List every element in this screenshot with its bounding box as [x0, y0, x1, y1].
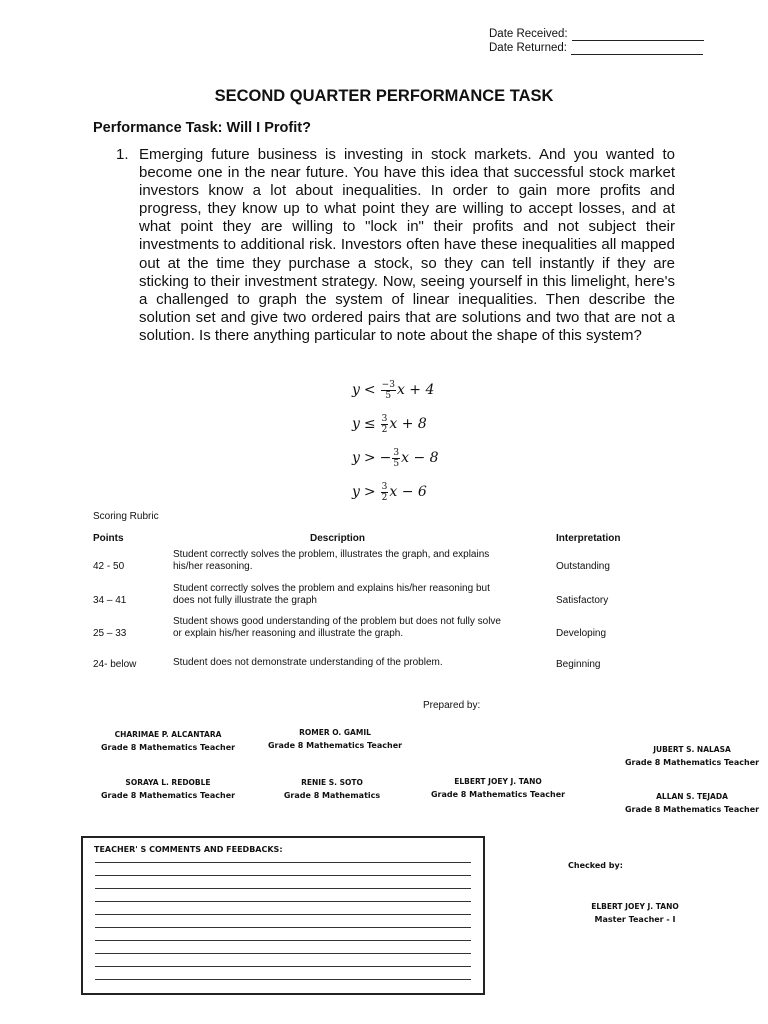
rubric-header-interpretation: Interpretation — [556, 533, 621, 544]
eq-tail: x − 8 — [401, 450, 439, 466]
eq-sign: − — [379, 450, 392, 466]
eq-tail: x − 6 — [389, 484, 427, 500]
eq-operator: < — [363, 382, 376, 398]
signatory-name: CHARIMAE P. ALCANTARA — [114, 730, 222, 739]
rubric-interpretation: Satisfactory — [556, 595, 609, 606]
eq-lhs: y — [352, 484, 360, 500]
comment-line[interactable] — [95, 914, 471, 915]
signatory-role: Grade 8 Mathematics — [283, 791, 381, 800]
signatory-role: Grade 8 Mathematics Teacher — [100, 743, 236, 752]
eq-denominator: 5 — [385, 390, 392, 401]
signatory-role: Grade 8 Mathematics Teacher — [100, 791, 236, 800]
eq-tail: x + 4 — [396, 382, 435, 398]
signatory-name: ELBERT JOEY J. TANO — [454, 777, 542, 786]
date-returned-row — [489, 41, 704, 55]
eq-denominator: 2 — [381, 424, 388, 435]
eq-fraction — [381, 414, 389, 435]
date-received-blank[interactable] — [572, 30, 704, 41]
eq-denominator: 2 — [381, 492, 388, 503]
rubric-description: Student shows good understanding of the problem but does not fully solve or explain his/her reasoning and illustrate the graph. — [173, 616, 501, 639]
rubric-interpretation: Outstanding — [556, 561, 610, 572]
eq-numerator: −3 — [381, 379, 395, 390]
question-number: 1. — [116, 146, 129, 163]
eq-operator: ≤ — [363, 416, 376, 432]
checker-role: Master Teacher - I — [594, 915, 676, 924]
signatory-role: Grade 8 Mathematics Teacher — [624, 758, 760, 767]
checked-by-label: Checked by: — [568, 861, 623, 870]
signatory-name: SORAYA L. REDOBLE — [125, 778, 211, 787]
comments-box[interactable] — [81, 836, 485, 995]
signatory-block — [88, 728, 248, 754]
signatory-block — [418, 775, 578, 801]
prepared-by-label: Prepared by: — [423, 700, 481, 711]
comment-line[interactable] — [95, 862, 471, 863]
comments-title: TEACHER' S COMMENTS AND FEEDBACKS: — [94, 845, 283, 854]
eq-lhs: y — [352, 450, 360, 466]
date-returned-label: Date Returned: — [489, 42, 567, 54]
eq-numerator: 3 — [393, 447, 400, 458]
eq-numerator: 3 — [381, 413, 388, 424]
date-fields — [489, 27, 704, 55]
date-received-label: Date Received: — [489, 28, 568, 40]
signatory-name: ALLAN S. TEJADA — [656, 792, 728, 801]
rubric-points: 42 - 50 — [93, 561, 125, 572]
eq-denominator: 5 — [393, 458, 400, 469]
question-text: Emerging future business is investing in stock markets. And you wanted to become one in the near future. You have this idea that successful stock market investors know a lot about inequalities. In order to gain more profits and progress, they know up to what point they are willing to accept losses, and at what point they are willing to "lock in" their profits and not subject their investments to additional risk. Investors often have these inequalities all mapped out at the time they purchase a stock, so they can tell instantly if they are sticking to their investment strategy. Now, seeing yourself in this limelight, here's a challenged to graph the system of linear inequalities. Then describe the solution set and give two ordered pairs that are solutions and two that are not a solution. Is there anything particular to note about the shape of this system? — [139, 146, 675, 344]
inequality-2 — [352, 407, 512, 441]
signatory-block — [612, 790, 768, 816]
eq-fraction — [381, 482, 389, 503]
rubric-description: Student does not demonstrate understanding of the problem. — [173, 657, 443, 668]
eq-fraction — [381, 380, 396, 401]
eq-numerator: 3 — [381, 481, 388, 492]
signatory-block — [252, 776, 412, 802]
comment-line[interactable] — [95, 875, 471, 876]
inequality-list — [352, 373, 512, 509]
comment-line[interactable] — [95, 901, 471, 902]
date-returned-blank[interactable] — [571, 44, 703, 55]
rubric-label: Scoring Rubric — [93, 511, 159, 522]
rubric-points: 25 – 33 — [93, 628, 127, 639]
comment-line[interactable] — [95, 888, 471, 889]
inequality-4 — [352, 475, 512, 509]
rubric-interpretation: Developing — [556, 628, 607, 639]
rubric-interpretation: Beginning — [556, 659, 601, 670]
checker-block — [555, 900, 715, 926]
comment-line[interactable] — [95, 940, 471, 941]
comment-line[interactable] — [95, 953, 471, 954]
eq-fraction — [392, 448, 400, 469]
comment-line[interactable] — [95, 966, 471, 967]
rubric-points: 34 – 41 — [93, 595, 127, 606]
rubric-header-description: Description — [310, 533, 366, 544]
comment-line[interactable] — [95, 979, 471, 980]
signatory-role: Grade 8 Mathematics Teacher — [267, 741, 403, 750]
signatory-role: Grade 8 Mathematics Teacher — [624, 805, 760, 814]
inequality-1 — [352, 373, 512, 407]
rubric-header-points: Points — [93, 533, 124, 544]
signatory-name: RENIE S. SOTO — [301, 778, 363, 787]
signatory-block — [612, 743, 768, 769]
signatory-role: Grade 8 Mathematics Teacher — [430, 790, 566, 799]
eq-tail: x + 8 — [389, 416, 427, 432]
eq-operator: > — [363, 484, 376, 500]
rubric-points: 24- below — [93, 659, 137, 670]
rubric-description: Student correctly solves the problem, illustrates the graph, and explains his/her reasoning. — [173, 549, 490, 572]
signatory-block — [88, 776, 248, 802]
eq-operator: > — [363, 450, 376, 466]
eq-lhs: y — [352, 416, 360, 432]
eq-lhs: y — [352, 382, 360, 398]
checker-name: ELBERT JOEY J. TANO — [591, 902, 679, 911]
task-title: Performance Task: Will I Profit? — [93, 120, 311, 136]
rubric-description: Student correctly solves the problem and explains his/her reasoning but does not fully illustrate the graph — [173, 583, 490, 606]
signatory-block — [255, 726, 415, 752]
signatory-name: ROMER O. GAMIL — [299, 728, 371, 737]
comment-line[interactable] — [95, 927, 471, 928]
date-received-row — [489, 27, 704, 41]
signatory-name: JUBERT S. NALASA — [653, 745, 731, 754]
inequality-3 — [352, 441, 512, 475]
page-title: SECOND QUARTER PERFORMANCE TASK — [214, 87, 554, 105]
